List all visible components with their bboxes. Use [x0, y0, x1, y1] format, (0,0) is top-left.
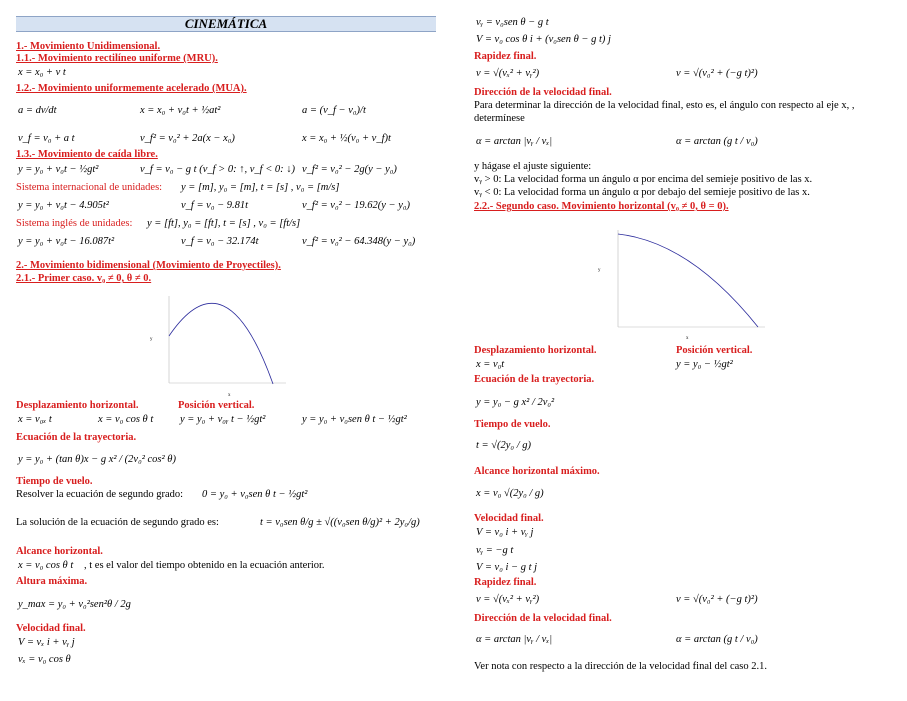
final-velocity-direction-label-2: Dirección de la velocidad final.	[474, 613, 612, 624]
flight-time-text: Resolver la ecuación de segundo grado:	[16, 489, 184, 500]
final-velocity-label: Velocidad final.	[16, 623, 86, 634]
trajectory-equation-label: Ecuación de la trayectoria.	[16, 432, 137, 443]
direction-arctan-eq2-2: α = arctan (g t / v₀)	[676, 634, 758, 645]
mua-acceleration-derivative: a = dv/dt	[18, 105, 57, 116]
solution-text: La solución de la ecuación de segundo grado es:	[16, 517, 219, 528]
trajectory-equation-label-2: Ecuación de la trayectoria.	[474, 374, 595, 385]
mua-position-equation: x = x₀ + v₀t + ½at²	[140, 105, 221, 116]
projectile-plot-case-2	[595, 222, 770, 342]
flight-time-label: Tiempo de vuelo.	[16, 476, 93, 487]
max-range-equation: x = v₀ √(2y₀ / g)	[476, 488, 544, 499]
mua-final-velocity: v_f = v₀ + a t	[18, 133, 75, 144]
max-range-label: Alcance horizontal máximo.	[474, 466, 600, 477]
section-1-3-heading: 1.3.- Movimiento de caída libre.	[16, 149, 158, 160]
section-1-2-heading: 1.2.- Movimiento uniformemente acelerado (MUA).	[16, 83, 247, 94]
final-velocity-y-2: vᵧ = −g t	[476, 545, 514, 556]
horizontal-displacement-label: Desplazamiento horizontal.	[16, 400, 139, 411]
vertical-position-eq2: y = y₀ + v₀sen θ t − ½gt²	[302, 414, 407, 425]
si-velocity: v_f = v₀ − 9.81t	[181, 200, 249, 211]
english-velocity-squared: v_f² = v₀² − 64.348(y − y₀)	[302, 236, 416, 247]
trajectory-equation: y = y₀ + (tan θ)x − g x² / (2v₀² cos² θ)	[18, 454, 176, 465]
horizontal-range-equation: x = v₀ cos θ t	[18, 560, 74, 571]
english-units-values: y = [ft], y₀ = [ft], t = [s] , v₀ = [ft/s]	[147, 218, 301, 229]
final-velocity-label-2: Velocidad final.	[474, 513, 544, 524]
final-speed-eq2: v = √(v₀² + (−g t)²)	[676, 68, 758, 79]
vertical-position-label-2: Posición vertical.	[676, 345, 753, 356]
vertical-position-eq1: y = y₀ + v₀ᵧ t − ½gt²	[180, 414, 266, 425]
flight-time-equation-2: t = √(2y₀ / g)	[476, 440, 531, 451]
trajectory-curve	[618, 234, 758, 327]
final-note: Ver nota con respecto a la dirección de la velocidad final del caso 2.1.	[474, 661, 768, 672]
free-fall-position: y = y₀ + v₀t − ½gt²	[18, 164, 99, 175]
si-units-values: y = [m], y₀ = [m], t = [s] , v₀ = [m/s]	[181, 182, 340, 193]
page-title: CINEMÁTICA	[184, 16, 268, 31]
plot-x-label: x	[228, 393, 231, 398]
final-speed-eq2-2: v = √(v₀² + (−g t)²)	[676, 594, 758, 605]
horizontal-range-label: Alcance horizontal.	[16, 546, 103, 557]
section-2-2-heading: 2.2.- Segundo caso. Movimiento horizontal (v₀ ≠ 0, θ = 0).	[474, 201, 729, 212]
horizontal-displacement-label-2: Desplazamiento horizontal.	[474, 345, 597, 356]
horizontal-displacement-eq2: x = v₀ cos θ t	[98, 414, 154, 425]
final-velocity-vector: V = vₓ i + vᵧ j	[18, 637, 75, 648]
mua-acceleration-average: a = (v_f − v₀)/t	[302, 105, 366, 116]
adjustment-text: y hágase el ajuste siguiente:	[474, 161, 592, 172]
mua-position-average: x = x₀ + ½(v₀ + v_f)t	[302, 133, 391, 144]
plot-y-label: y	[150, 337, 153, 342]
si-units-label: Sistema internacional de unidades:	[16, 182, 163, 193]
horizontal-displacement-eq-2: x = v₀t	[476, 359, 505, 370]
final-speed-eq1: v = √(vₓ² + vᵧ²)	[476, 68, 540, 79]
vertical-position-label: Posición vertical.	[178, 400, 255, 411]
direction-description-2: determínese	[474, 113, 525, 124]
horizontal-range-text: , t es el valor del tiempo obtenido en la ecuación anterior.	[84, 560, 325, 571]
si-position: y = y₀ + v₀t − 4.905t²	[18, 200, 109, 211]
max-height-label: Altura máxima.	[16, 576, 88, 587]
final-velocity-direction-label: Dirección de la velocidad final.	[474, 87, 612, 98]
section-1-1-heading: 1.1.- Movimiento rectilíneo uniforme (MRU).	[16, 53, 218, 64]
solution-equation: t = v₀sen θ/g ± √((v₀sen θ/g)² + 2y₀/g)	[260, 517, 420, 528]
velocity-y-equation: vᵧ = v₀sen θ − g t	[476, 17, 549, 28]
final-velocity-vector-2: V = v₀ i + vᵧ j	[476, 527, 534, 538]
plot-x-label: x	[686, 336, 689, 341]
final-speed-eq1-2: v = √(vₓ² + vᵧ²)	[476, 594, 540, 605]
english-velocity: v_f = v₀ − 32.174t	[181, 236, 259, 247]
mua-velocity-squared: v_f² = v₀² + 2a(x − x₀)	[140, 133, 235, 144]
free-fall-velocity: v_f = v₀ − g t (v_f > 0: ↑, v_f < 0: ↓)	[140, 164, 296, 175]
final-velocity-x: vₓ = v₀ cos θ	[18, 654, 71, 665]
adjustment-positive: vᵧ > 0: La velocidad forma un ángulo α por encima del semieje positivo de las x.	[474, 174, 813, 185]
vertical-position-eq-2: y = y₀ − ½gt²	[676, 359, 733, 370]
section-2-heading: 2.- Movimiento bidimensional (Movimiento de Proyectiles).	[16, 260, 281, 271]
plot-y-label: y	[598, 268, 601, 273]
section-2-1-heading: 2.1.- Primer caso. v₀ ≠ 0, θ ≠ 0.	[16, 273, 152, 284]
direction-description-1: Para determinar la dirección de la velocidad final, esto es, el ángulo con respecto al eje x, ,	[474, 100, 855, 111]
english-units-label: Sistema inglés de unidades:	[16, 218, 133, 229]
english-position: y = y₀ + v₀t − 16.087t²	[18, 236, 115, 247]
velocity-vector-equation: V = v₀ cos θ i + (v₀sen θ − g t) j	[476, 34, 611, 45]
direction-arctan-eq2: α = arctan (g t / v₀)	[676, 136, 758, 147]
final-velocity-vector-expanded-2: V = v₀ i − g t j	[476, 562, 538, 573]
flight-time-label-2: Tiempo de vuelo.	[474, 419, 551, 430]
mru-equation: x = x₀ + v t	[18, 67, 66, 78]
direction-arctan-eq1: α = arctan |vᵧ / vₓ|	[476, 136, 553, 147]
direction-arctan-eq1-2: α = arctan |vᵧ / vₓ|	[476, 634, 553, 645]
free-fall-velocity-squared: v_f² = v₀² − 2g(y − y₀)	[302, 164, 397, 175]
si-velocity-squared: v_f² = v₀² − 19.62(y − y₀)	[302, 200, 411, 211]
final-speed-label: Rapidez final.	[474, 51, 537, 62]
section-1-heading: 1.- Movimiento Unidimensional.	[16, 41, 161, 52]
final-speed-label-2: Rapidez final.	[474, 577, 537, 588]
adjustment-negative: vᵧ < 0: La velocidad forma un ángulo α por debajo del semieje positivo de las x.	[474, 187, 810, 198]
projectile-plot-case-1	[140, 288, 290, 398]
flight-time-equation: 0 = y₀ + v₀sen θ t − ½gt²	[202, 489, 308, 500]
page-title-bar	[16, 16, 436, 32]
trajectory-curve	[169, 303, 273, 384]
max-height-equation: y_max = y₀ + v₀²sen²θ / 2g	[18, 599, 131, 610]
horizontal-displacement-eq1: x = v₀ₓ t	[18, 414, 52, 425]
trajectory-equation-2: y = y₀ − g x² / 2v₀²	[476, 397, 555, 408]
